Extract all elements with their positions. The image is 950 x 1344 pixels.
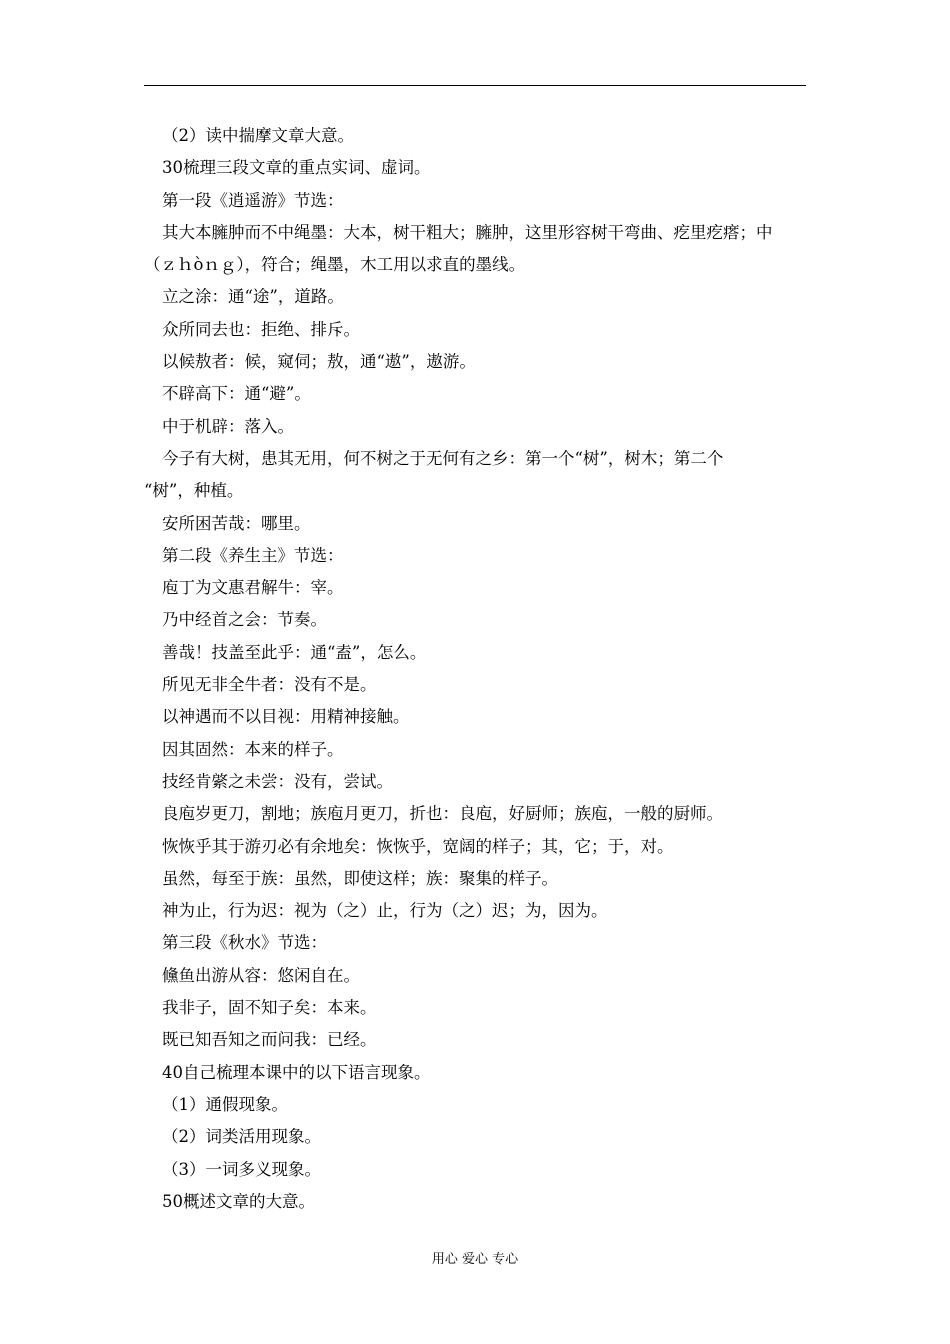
text-line: 乃中经首之会：节奏。 [162,610,327,630]
text-line: 第一段《逍遥游》节选： [162,190,344,210]
text-line: 50概述文章的大意。 [162,1191,315,1211]
text-line: 既已知吾知之而问我：已经。 [162,1030,377,1050]
text-line: “树”，种植。 [144,481,244,501]
text-line: 40自己梳理本课中的以下语言现象。 [162,1062,431,1082]
text-line: 所见无非全牛者：没有不是。 [162,675,377,695]
text-line: 以候敖者：候，窥伺；敖，通“遨”，遨游。 [162,352,476,372]
text-line: 众所同去也：拒绝、排斥。 [162,319,360,339]
page-footer: 用心 爱心 专心 [431,1252,519,1267]
text-line: 第二段《养生主》节选： [162,545,344,565]
text-line: 恢恢乎其于游刃必有余地矣：恢恢乎，宽阔的样子；其，它；于，对。 [162,836,674,856]
text-line: 第三段《秋水》节选： [162,933,327,953]
text-line: 技经肯綮之未尝：没有，尝试。 [162,771,393,791]
text-line: 良庖岁更刀，割地；族庖月更刀，折也：良庖，好厨师；族庖，一般的厨师。 [162,804,723,824]
header-rule [144,85,806,86]
text-line: 不辟高下：通“避”。 [162,384,311,404]
text-line: （2）词类活用现象。 [162,1127,321,1147]
text-line: 因其固然：本来的样子。 [162,739,344,759]
text-line: 中于机辟：落入。 [162,416,294,436]
text-line: 以神遇而不以目视：用精神接触。 [162,707,410,727]
text-line: （ｚｈòｎｇ），符合；绳墨，木工用以求直的墨线。 [144,255,526,275]
text-line: （1）通假现象。 [162,1094,288,1114]
text-line: 安所困苦哉：哪里。 [162,513,311,533]
text-line: 其大本臃肿而不中绳墨：大本，树干粗大；臃肿，这里形容树干弯曲、疙里疙瘩；中 [162,222,773,242]
text-line: 善哉！技盖至此乎：通“盍”，怎么。 [162,642,427,662]
text-line: 今子有大树，患其无用，何不树之于无何有之乡：第一个“树”，树木；第二个 [162,448,724,468]
text-line: 儵鱼出游从容：悠闲自在。 [162,965,360,985]
text-line: 我非子，固不知子矣：本来。 [162,998,377,1018]
text-line: （3）一词多义现象。 [162,1159,321,1179]
text-line: 30梳理三段文章的重点实词、虚词。 [162,158,431,178]
text-line: 立之涂：通“途”，道路。 [162,287,344,307]
text-line: 庖丁为文惠君解牛：宰。 [162,578,344,598]
text-line: 神为止，行为迟：视为（之）止，行为（之）迟；为，因为。 [162,901,608,921]
text-line: 虽然，每至于族：虽然，即使这样；族：聚集的样子。 [162,868,558,888]
document-body [144,120,808,1218]
text-line: （2）读中揣摩文章大意。 [162,126,354,145]
